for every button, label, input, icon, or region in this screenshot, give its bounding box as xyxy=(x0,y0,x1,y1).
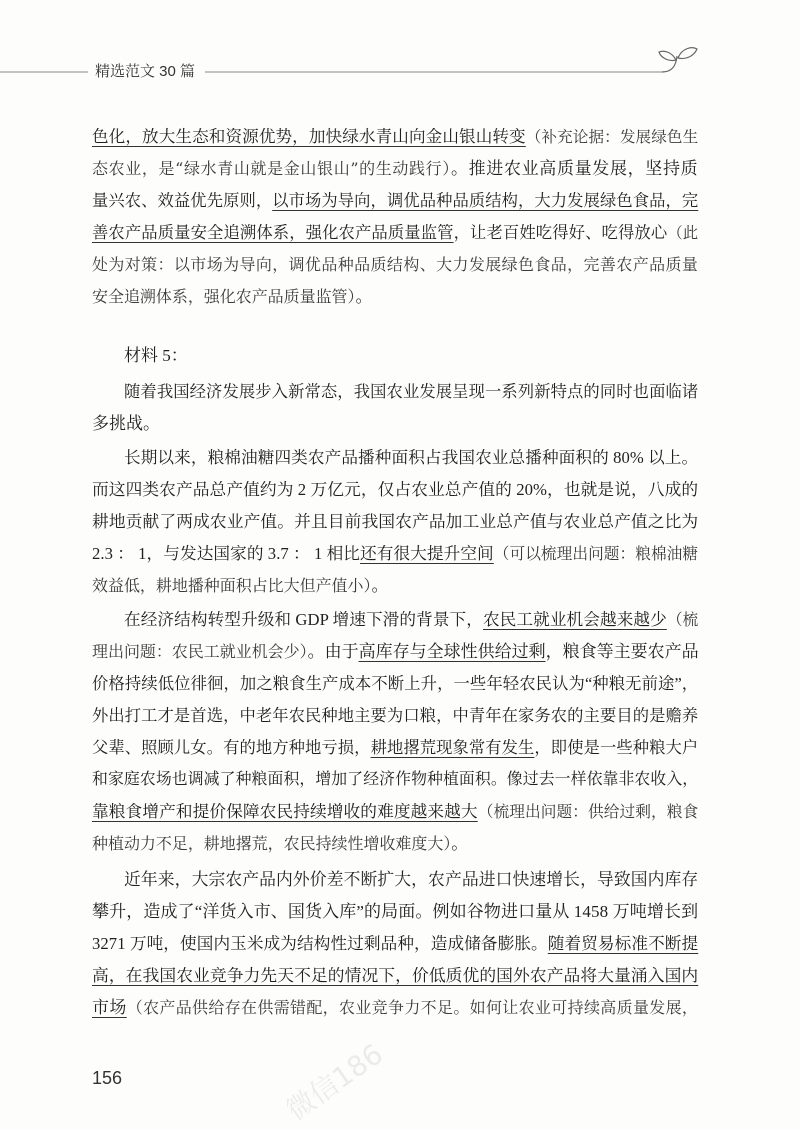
sprout-leaf-left xyxy=(659,51,676,60)
line-content xyxy=(92,636,699,668)
text-line xyxy=(92,928,700,960)
line-content xyxy=(92,700,698,732)
sprout-icon xyxy=(659,48,697,72)
text-segment: 外出打工才是首选，中老年农民种地主要为口粮，中青年在家务农的主要目的是赡养 xyxy=(92,706,699,725)
line-content xyxy=(124,442,698,474)
text-segment: 父辈、照顾儿女。有的地方种地亏损， xyxy=(92,738,371,757)
text-segment: 而这四类农产品总产值约为 2 万亿元，仅占农业总产值的 20%，也就是说，八成的 xyxy=(92,480,699,499)
underlined-text: 耕地撂荒现象常有发生 xyxy=(370,738,535,757)
text-line xyxy=(92,960,700,992)
line-content xyxy=(92,506,698,538)
text-line xyxy=(92,700,700,732)
text-line xyxy=(92,732,700,764)
text-segment: 。由于 xyxy=(307,642,359,661)
line-content xyxy=(92,217,698,249)
text-line xyxy=(92,538,700,570)
text-segment: 2.3 ： 1，与发达国家的 3.7 ： 1 相比 xyxy=(92,544,361,563)
line-content xyxy=(92,796,698,828)
text-segment: 随着我国经济发展步入新常态，我国农业发展呈现一系列新特点的同时也面临诸 xyxy=(124,382,699,401)
text-segment: 攀升，造成了“洋货入市、国货入库”的局面。例如谷物进口量从 1458 万吨增长到 xyxy=(92,902,699,921)
text-line xyxy=(92,506,700,538)
text-line xyxy=(92,636,700,668)
page-number: 156 xyxy=(92,1068,123,1088)
text-line xyxy=(92,474,700,506)
text-line xyxy=(92,764,700,796)
underlined-text: 市场 xyxy=(92,998,127,1017)
line-content xyxy=(92,538,698,570)
line-content xyxy=(124,864,698,896)
line-content xyxy=(92,668,698,700)
annotation-note: （补充论据：发展绿色生 xyxy=(525,128,699,146)
paragraph xyxy=(92,864,700,1024)
annotation-note: 态农业，是“绿水青山就是金山银山”的生动践行） xyxy=(92,159,451,178)
line-content xyxy=(92,732,698,764)
annotation-note: 理出问题：农民工就业机会少） xyxy=(92,642,308,661)
text-line xyxy=(92,153,700,185)
text-segment: 量兴农、效益优先原则， xyxy=(92,191,273,210)
text-line xyxy=(92,828,700,860)
underlined-text: 色化，放大生态和资源优势，加快绿水青山向金山银山转变 xyxy=(92,127,526,146)
text-line xyxy=(92,896,700,928)
header-title: 精选范文 30 篇 xyxy=(95,63,196,80)
text-segment: ，让老百姓吃得好、吃得放心 xyxy=(453,223,668,242)
line-content xyxy=(92,249,698,281)
line-content xyxy=(92,928,698,960)
line-content xyxy=(124,376,698,408)
paragraph xyxy=(92,442,700,602)
text-line xyxy=(92,604,700,636)
text-line xyxy=(92,121,700,153)
line-content xyxy=(92,764,698,796)
watermark: 微信186 xyxy=(280,1037,389,1128)
text-segment: 价格持续低位徘徊，加之粮食生产成本不断上升，一些年轻农民认为“种粮无前途”， xyxy=(92,674,699,693)
text-line xyxy=(92,442,700,474)
text-segment: 。 xyxy=(371,576,389,595)
text-segment: 。 xyxy=(355,287,373,306)
paragraph xyxy=(92,121,700,313)
text-segment: 和家庭农场也调减了种粮面积，增加了经济作物种植面积。像过去一样依靠非农收入， xyxy=(92,771,699,788)
sprout-leaf-right xyxy=(678,48,697,59)
text-line xyxy=(92,408,700,440)
text-line xyxy=(92,376,700,408)
material-label: 材料 5： xyxy=(124,346,188,365)
annotation-note: （梳理出问题：供给过剩，粮食 xyxy=(477,802,699,821)
text-line xyxy=(92,668,700,700)
underlined-text: 善农产品质量安全追溯体系，强化农产品质量监管 xyxy=(92,223,454,242)
underlined-text: 靠粮食增产和提价保障农民持续增收的难度越来越大 xyxy=(92,802,478,821)
annotation-note: （此 xyxy=(667,224,699,242)
text-segment: 。推进农业高质量发展，坚持质 xyxy=(450,159,699,178)
underlined-text: 高，在我国农业竞争力先天不足的情况下，价低质优的国外农产品将大量涌入国内 xyxy=(92,966,699,985)
text-line xyxy=(92,992,700,1024)
text-line xyxy=(92,185,700,217)
text-segment: 耕地贡献了两成农业产值。并且目前我国农产品加工业总产值与农业总产值之比为 xyxy=(92,512,699,531)
line-content xyxy=(92,960,698,992)
line-content xyxy=(92,474,698,506)
underlined-text: 还有很大提升空间 xyxy=(360,544,494,563)
line-content xyxy=(92,121,698,153)
underlined-text: 高库存与全球性供给过剩 xyxy=(358,642,546,661)
annotation-note: 种植动力不足，耕地撂荒，农民持续性增收难度大） xyxy=(92,834,452,853)
line-content xyxy=(92,153,698,185)
text-segment: 长期以来，粮棉油糖四类农产品播种面积占我国农业总播种面积的 80% 以上。 xyxy=(124,448,699,467)
annotation-note: （可以梳理出问题：粮棉油糖 xyxy=(493,544,699,563)
text-line xyxy=(92,796,700,828)
text-segment: 在经济结构转型升级和 GDP 增速下滑的背景下， xyxy=(124,610,483,629)
text-segment: ，即使是一些种粮大户 xyxy=(534,738,699,757)
annotation-note: 处为对策：以市场为导向，调优品种品质结构、大力发展绿色食品，完善农产品质量 xyxy=(92,255,699,274)
text-line xyxy=(92,864,700,896)
text-segment: 3271 万吨，使国内玉米成为结构性过剩品种，造成储备膨胀。 xyxy=(92,934,548,953)
text-line xyxy=(92,281,700,313)
text-line xyxy=(92,249,700,281)
line-content xyxy=(92,896,698,928)
paragraph xyxy=(92,376,700,440)
line-content xyxy=(124,604,698,636)
line-content xyxy=(92,185,698,217)
text-segment: ，粮食等主要农产品 xyxy=(545,642,699,661)
text-segment: 近年来，大宗农产品内外价差不断扩大，农产品进口快速增长，导致国内库存 xyxy=(124,870,699,889)
paragraph xyxy=(92,604,700,860)
line-content xyxy=(92,570,388,602)
underlined-text: 随着贸易标准不断提 xyxy=(547,934,699,953)
text-line xyxy=(92,217,700,249)
text-segment: 。 xyxy=(451,834,469,853)
line-content xyxy=(92,828,468,860)
annotation-note: 效益低，耕地播种面积占比大但产值小） xyxy=(92,576,372,595)
line-content xyxy=(92,281,372,313)
line-content xyxy=(92,992,698,1024)
annotation-note: （农产品供给存在供需错配，农业竞争力不足。如何让农业可持续高质量发展， xyxy=(126,998,699,1017)
underlined-text: 农民工就业机会越来越少 xyxy=(482,610,667,629)
underlined-text: 以市场为导向，调优品种品质结构，大力发展绿色食品，完 xyxy=(272,191,699,210)
text-line xyxy=(92,570,700,602)
annotation-note: （梳 xyxy=(666,610,699,629)
line-content xyxy=(92,408,160,440)
annotation-note: 安全追溯体系，强化农产品质量监管） xyxy=(92,287,356,306)
text-segment: 多挑战。 xyxy=(92,414,160,433)
